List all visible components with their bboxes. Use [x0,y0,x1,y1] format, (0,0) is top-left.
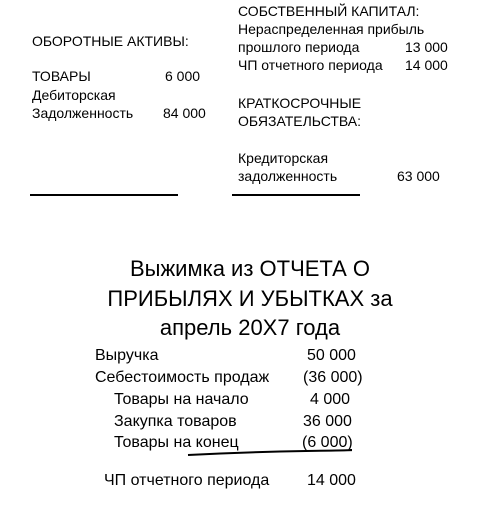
receivables-value: 84 000 [163,105,206,121]
subtotal-underline [186,448,352,458]
revenue-value: 50 000 [307,347,356,364]
purchases-label: Закупка товаров [114,413,237,430]
receivables-label-line2: Задолженность [32,105,134,121]
liabilities-heading-line2: ОБЯЗАТЕЛЬСТВА: [238,113,361,129]
closing-inventory-label: Товары на конец [114,434,239,451]
opening-inventory-value: 4 000 [310,391,351,408]
report-title-line1: Выжимка из ОТЧЕТА О [129,256,371,281]
assets-heading: ОБОРОТНЫЕ АКТИВЫ: [32,33,189,49]
cogs-value: (36 000) [303,369,363,386]
purchases-value: 36 000 [303,413,352,430]
receivables-label-line1: Дебиторская [32,87,116,103]
report-net-profit-value: 14 000 [307,472,356,489]
retained-earnings-label-line1: Нераспределенная прибыль [238,21,425,37]
goods-value: 6 000 [165,68,201,84]
opening-inventory-label: Товары на начало [114,391,249,408]
liabilities-heading-line1: КРАТКОСРОЧНЫЕ [238,95,362,111]
retained-earnings-value: 13 000 [405,39,448,55]
revenue-label: Выручка [95,347,159,364]
liabilities-total-rule [232,194,360,196]
payables-label-line1: Кредиторская [238,150,329,166]
closing-inventory-value: (6 000) [302,434,353,451]
cogs-label: Себестоимость продаж [95,369,270,386]
report-title-line3: апрель 20Х7 года [159,315,341,340]
report-title-line2: ПРИБЫЛЯХ И УБЫТКАХ за [107,286,393,311]
equity-heading: СОБСТВЕННЫЙ КАПИТАЛ: [238,3,420,19]
goods-label: ТОВАРЫ [32,68,91,84]
assets-total-rule [30,194,178,196]
report-net-profit-label: ЧП отчетного периода [104,472,270,489]
net-profit-value: 14 000 [405,57,448,73]
payables-label-line2: задолженность [238,168,338,184]
retained-earnings-label-line2: прошлого периода [238,39,360,55]
payables-value: 63 000 [397,168,440,184]
net-profit-label: ЧП отчетного периода [238,57,383,73]
